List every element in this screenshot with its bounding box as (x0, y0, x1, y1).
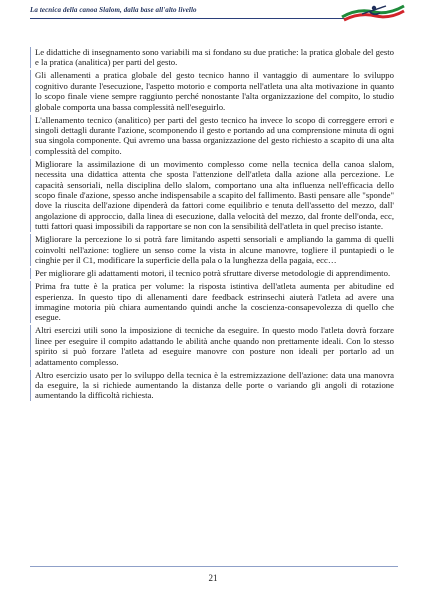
body-text (30, 47, 394, 403)
paragraph: Migliorare la percezione lo si potrà fare limitando aspetti sensoriali e ampliando la gamma di quelli coinvolti nell'azione: togliere un senso come la vista in alcune manovre, togliere il puntapiedi o le cinghie per il C1, modificare la superficie della pala o la lunghezza della pagaia, ecc… (30, 234, 394, 265)
page-number: 21 (208, 573, 218, 583)
paragraph: Per migliorare gli adattamenti motori, il tecnico potrà sfruttare diverse metodologie di apprendimento. (30, 268, 394, 278)
paragraph: Altro esercizio usato per lo sviluppo della tecnica è la estremizzazione dell'azione: data una manovra da eseguire, la si richiede aumentando la distanza delle porte o variando gli angoli di rotazione aumentando la difficoltà richiesta. (30, 370, 394, 401)
footer-rule (30, 566, 398, 567)
canoe-flag-logo-icon (340, 2, 406, 24)
running-head-title: La tecnica della canoa Slalom, dalla base all'alto livello (30, 6, 197, 14)
paragraph: Altri esercizi utili sono la imposizione di tecniche da eseguire. In questo modo l'atleta dovrà forzare linee per eseguire il compito adattando le abilità anche quando non prettamente ideali. Con lo stesso spirito si può forzare l'atleta ad eseguire manovre con posture non ideali per portarlo ad un adattamento complesso. (30, 325, 394, 367)
page-header (0, 0, 426, 26)
paragraph: Migliorare la assimilazione di un movimento complesso come nella tecnica della canoa slalom, necessita una didattica attenta che sposta l'attenzione dell'atleta dalla azione alla percezione. Le capacità sensoriali, nella disciplina dello slalom, comportano una alta influenza nell'efficacia dello scopo finale d'azione, spesso anche indispensabile a scapito del fallimento. Basti pensare alle "sponde" dove la riuscita dell'azione dipenderà da fattori come equilibrio e tenuta dell'assetto del mezzo, dall' angolazione di approccio, dalla linea di esecuzione, dalla velocità del mezzo, dal fronte dell'onda, ecc, tutti fattori quasi impossibili da rapportare se non con la sensibilità dell'atleta in quel preciso istante. (30, 159, 394, 232)
header-rule (30, 18, 346, 19)
paragraph: Prima fra tutte è la pratica per volume: la risposta istintiva dell'atleta aumenta per abitudine ed esperienza. In questo tipo di allenamenti dare feedback estrinsechi aiuterà l'atleta ad avere una immagine motoria più chiara aumentando quindi anche la coscienza-consapevolezza di quello che esegue. (30, 281, 394, 323)
paragraph: Gli allenamenti a pratica globale del gesto tecnico hanno il vantaggio di aumentare lo sviluppo cognitivo durante l'esecuzione, l'aspetto motorio e comporta nell'atleta una alta motivazione in quanto lo scopo finale viene sempre raggiunto perché nonostante l'alta organizzazione del compito, lo studio globale comporta una bassa complessità nell'eseguirlo. (30, 70, 394, 112)
paragraph: L'allenamento tecnico (analitico) per parti del gesto tecnico ha invece lo scopo di correggere errori e singoli dettagli durante l'azione, scomponendo il gesto e portando ad una comprensione minuta di ogni sua singola componente. Qui avremo una bassa organizzazione del gesto richiesto a scapito di una alta complessità del compito. (30, 115, 394, 157)
paragraph: Le didattiche di insegnamento sono variabili ma si fondano su due pratiche: la pratica globale del gesto e la pratica (analitica) per parti del gesto. (30, 47, 394, 68)
